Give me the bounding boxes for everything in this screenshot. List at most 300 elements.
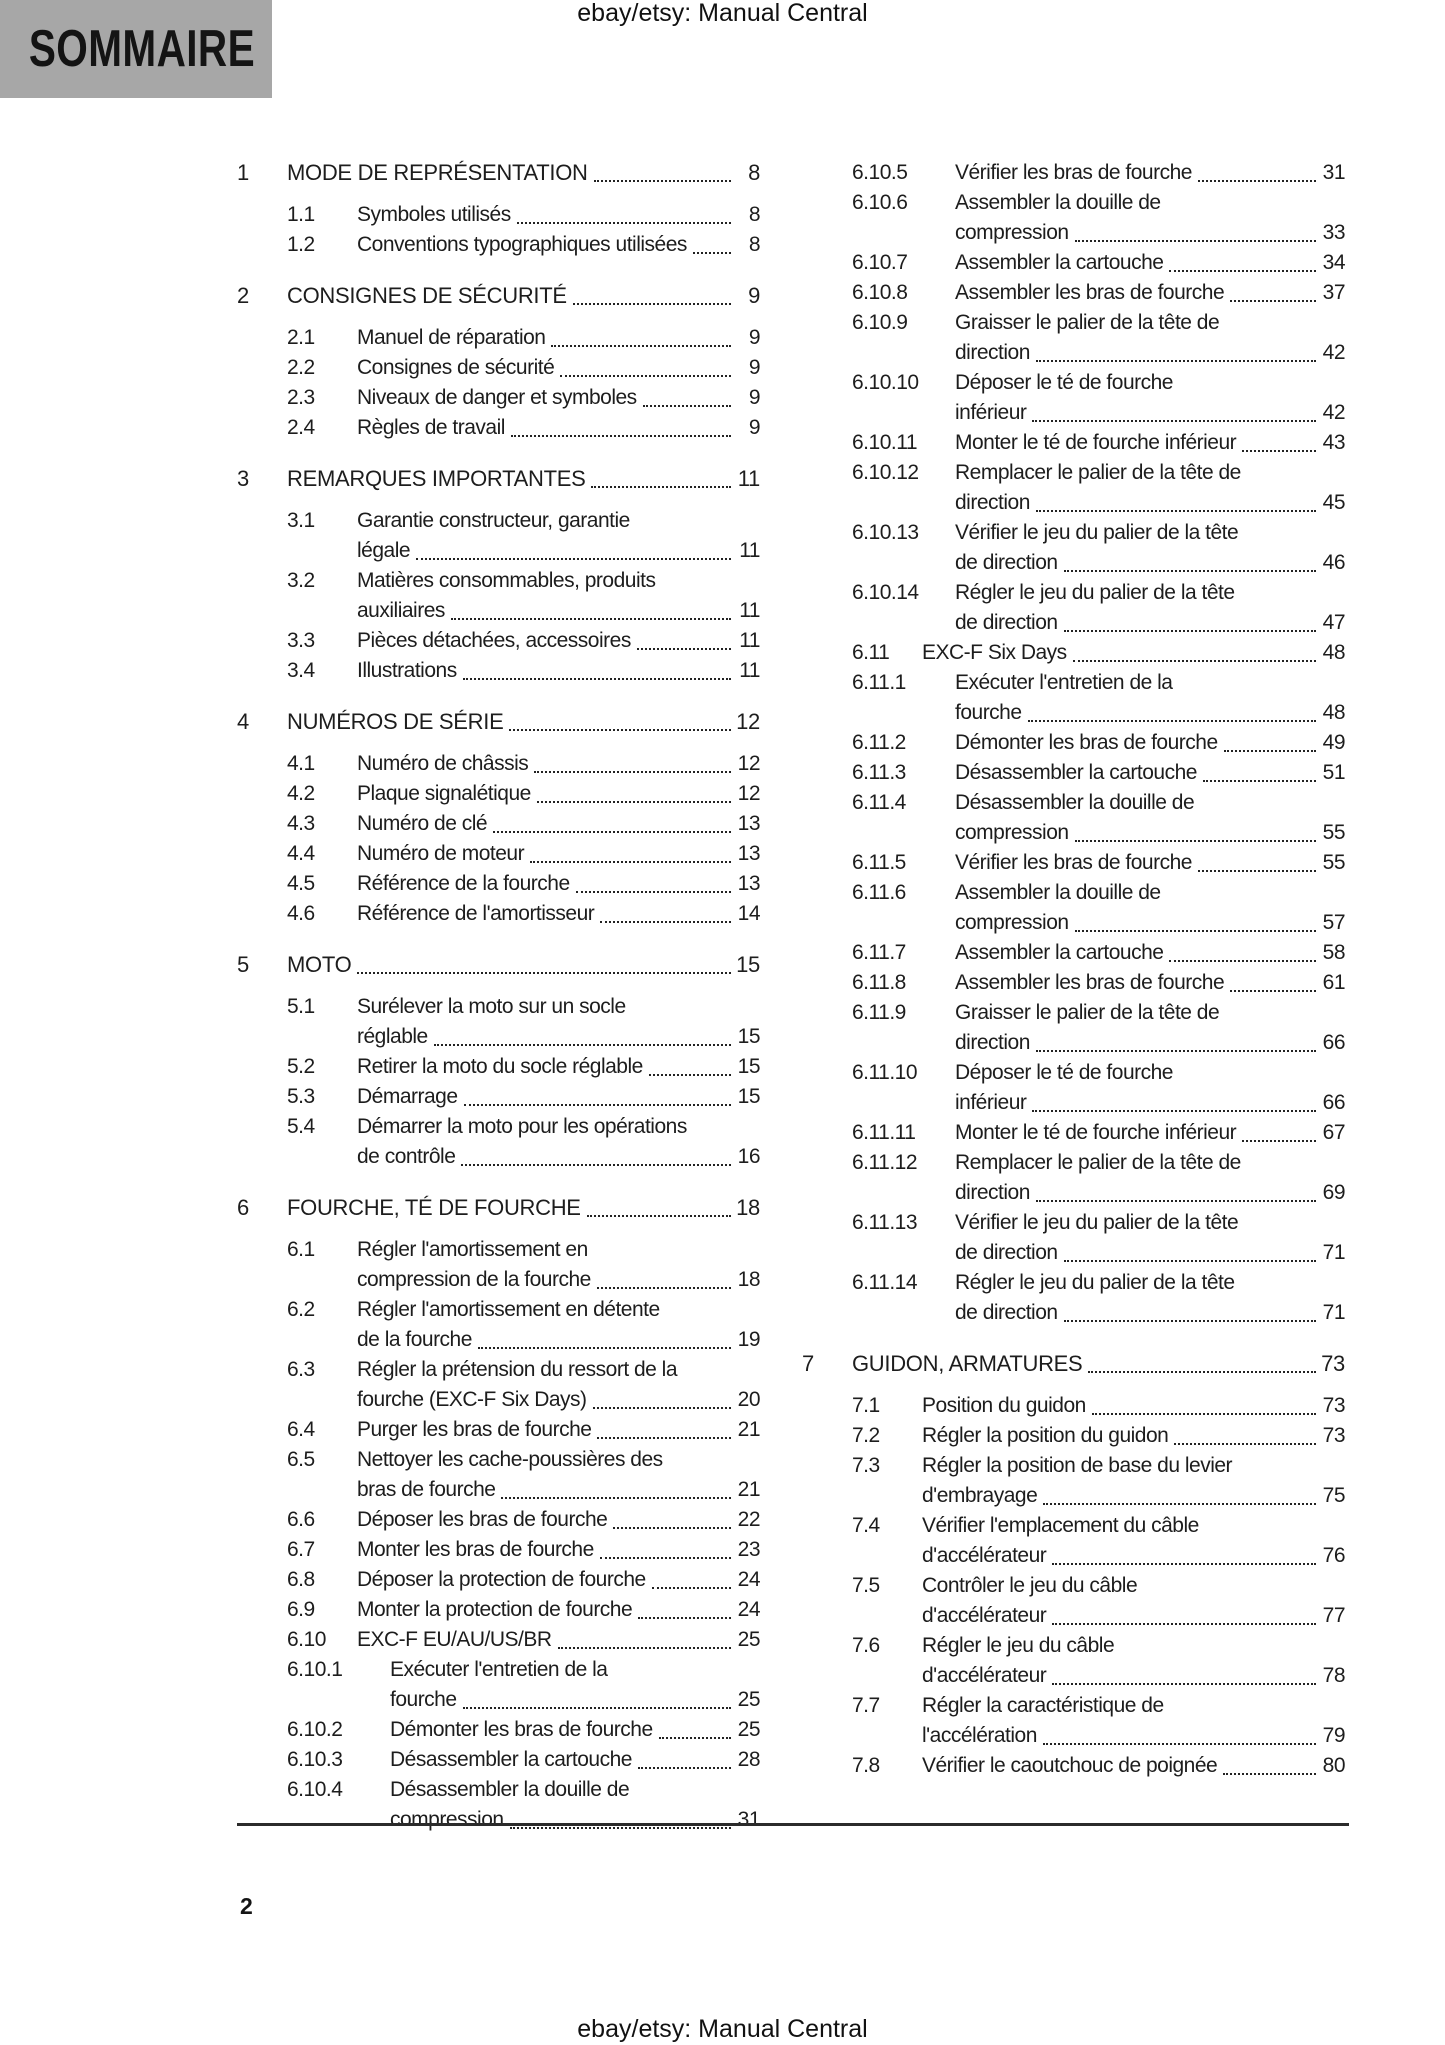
toc-page-number: 66 [1322,1091,1345,1114]
toc-entry-number: 6.10.14 [852,581,919,604]
dotted-leader [1230,278,1316,308]
footer-doc-title: ebay/etsy: Manual Central [577,2015,868,2043]
toc-entry-title [357,656,760,686]
toc-title-line-row [955,728,1345,758]
toc-entry-title [357,1052,760,1082]
toc-title-line-row [922,1601,1345,1631]
toc-title-line: GUIDON, ARMATURES [852,1351,1083,1376]
toc-entry-title [922,638,1345,668]
toc-title-line: de direction [955,551,1058,574]
toc-entry-number: 7.8 [852,1754,880,1777]
toc-title-line-row [955,1148,1345,1178]
toc-title-line-row [955,368,1345,398]
dotted-leader [463,1685,731,1715]
toc-entry [802,758,1345,788]
toc-title-line-row [955,848,1345,878]
dotted-leader [637,626,731,656]
toc-title-line: Régler la caractéristique de [922,1694,1164,1717]
toc-entry-number: 6.11.6 [852,881,906,904]
toc-entry [237,323,760,353]
toc-page-number: 21 [737,1478,760,1501]
toc-title-line: Vérifier les bras de fourche [955,851,1192,874]
toc-title-line-row [955,938,1345,968]
toc-title-line-row [955,308,1345,338]
toc-title-line-row [357,1505,760,1535]
toc-entry-title [357,1595,760,1625]
toc-title-line-row [357,596,760,626]
toc-entry-title [287,707,760,737]
toc-entry [802,1421,1345,1451]
toc-entry [802,1391,1345,1421]
toc-title-line: MODE DE REPRÉSENTATION [287,160,588,185]
toc-entry-number: 6.11 [852,641,890,664]
toc-entry-number: 6.8 [287,1568,315,1591]
toc-title-line: Régler l'amortissement en détente [357,1298,660,1321]
dotted-leader [1036,1178,1316,1208]
toc-entry-number: 2.2 [287,356,315,379]
toc-title-line: fourche [390,1688,457,1711]
toc-title-line: Monter le té de fourche inférieur [955,431,1237,454]
toc-title-line: Assembler la cartouche [955,941,1164,964]
toc-title-line: compression [955,221,1069,244]
toc-entry-number: 5 [237,952,249,977]
toc-title-line: Assembler les bras de fourche [955,281,1225,304]
toc-title-line-row [955,158,1345,188]
toc-entry-number: 7.2 [852,1424,880,1447]
toc-entry-title [357,230,760,260]
toc-title-line-row [390,1715,760,1745]
toc-title-line: Exécuter l'entretien de la [955,671,1173,694]
toc-page-number: 28 [737,1748,760,1771]
header-doc-title: ebay/etsy: Manual Central [577,0,868,27]
toc-entry-number: 6 [237,1195,249,1220]
toc-entry-title [357,1445,760,1505]
toc-entry-number: 4.5 [287,872,315,895]
toc-entry [237,158,760,188]
toc-entry-number: 7.3 [852,1454,880,1477]
toc-entry-number: 2.3 [287,386,315,409]
toc-title-line: Désassembler la cartouche [390,1748,632,1771]
toc-title-line: direction [955,1181,1030,1204]
toc-entry-number: 6.11.14 [852,1271,918,1294]
toc-title-line-row [955,188,1345,218]
toc-title-line-row [357,1385,760,1415]
toc-entry-title [955,1208,1345,1268]
toc-entry-number: 4 [237,709,249,734]
toc-page-number: 51 [1322,761,1345,784]
toc-page-number: 31 [737,1808,760,1831]
toc-title-line: Vérifier les bras de fourche [955,161,1192,184]
dotted-leader [1169,938,1316,968]
toc-title-line-row [922,1421,1345,1451]
toc-entry [237,1235,760,1295]
toc-title-line-row [955,668,1345,698]
dotted-leader [537,779,731,809]
toc-entry [802,668,1345,728]
toc-page-number: 16 [737,1145,760,1168]
toc-title-line-row [955,1238,1345,1268]
toc-title-line: légale [357,539,411,562]
dotted-leader [478,1325,731,1355]
dotted-leader [510,1805,731,1835]
toc-entry [802,368,1345,428]
toc-entry-number: 1.1 [287,203,315,226]
toc-title-line-row [357,626,760,656]
toc-title-line-row [357,1445,760,1475]
toc-title-line-row [955,818,1345,848]
toc-entry-title [955,578,1345,638]
toc-entry [802,428,1345,458]
toc-entry-title [390,1775,760,1835]
toc-title-line-row [922,1751,1345,1781]
toc-entry [802,458,1345,518]
toc-page-number: 42 [1322,341,1345,364]
toc-title-line: Monter le té de fourche inférieur [955,1121,1237,1144]
toc-page-number: 11 [739,599,760,622]
toc-entry-title [357,749,760,779]
toc-title-line: inférieur [955,401,1027,424]
toc-title-line-row [357,1295,760,1325]
toc-page-number: 48 [1322,701,1345,724]
toc-title-line: EXC-F Six Days [922,641,1067,664]
toc-entry-number: 7.5 [852,1574,880,1597]
dotted-leader [558,1625,731,1655]
toc-title-line: de contrôle [357,1145,456,1168]
toc-entry-title [922,1391,1345,1421]
toc-title-line-row [955,968,1345,998]
toc-page-number: 77 [1322,1604,1345,1627]
toc-entry-number: 2 [237,283,249,308]
toc-title-line-row [357,323,760,353]
toc-title-line-row [922,1661,1345,1691]
toc-title-line-row [955,1088,1345,1118]
toc-title-line: de direction [955,1301,1058,1324]
toc-column-left [237,158,760,1835]
toc-entry [802,1349,1345,1379]
dotted-leader [1230,968,1316,998]
dotted-leader [1075,218,1316,248]
toc-title-line: Règles de travail [357,416,505,439]
toc-entry [237,230,760,260]
dotted-leader [1052,1661,1316,1691]
toc-entry-title [955,968,1345,998]
toc-title-line: fourche (EXC-F Six Days) [357,1388,587,1411]
toc-page-number: 75 [1322,1484,1345,1507]
toc-entry-title [357,413,760,443]
toc-title-line: EXC-F EU/AU/US/BR [357,1628,552,1651]
toc-page-number: 37 [1322,281,1345,304]
toc-page-number: 12 [736,709,760,734]
toc-title-line-row [357,1112,760,1142]
toc-title-line-row [955,1118,1345,1148]
toc-page-number: 15 [737,1055,760,1078]
toc-entry-number: 6.11.13 [852,1211,918,1234]
toc-entry-title [955,1268,1345,1328]
toc-title-line-row [357,536,760,566]
toc-entry [237,992,760,1052]
toc-entry-number: 6.10.10 [852,371,919,394]
toc-title-line: inférieur [955,1091,1027,1114]
toc-entry [802,1118,1345,1148]
toc-entry-title [357,353,760,383]
dotted-leader [613,1505,731,1535]
toc-title-line: de la fourche [357,1328,472,1351]
toc-title-line-row [357,899,760,929]
dotted-leader [597,1415,731,1445]
toc-page-number: 19 [737,1328,760,1351]
toc-title-line-row [955,338,1345,368]
toc-title-line: direction [955,1031,1030,1054]
toc-title-line-row [922,1451,1345,1481]
toc-title-line-row [357,1535,760,1565]
toc-title-line-row [287,464,760,494]
toc-title-line: Illustrations [357,659,457,682]
toc-title-line: direction [955,491,1030,514]
toc-title-line: d'embrayage [922,1484,1038,1507]
toc-page-number: 24 [737,1568,760,1591]
toc-title-line-row [955,788,1345,818]
toc-entry [802,638,1345,668]
toc-page-number: 12 [737,782,760,805]
toc-title-line-row [922,1541,1345,1571]
toc-title-line: REMARQUES IMPORTANTES [287,466,586,491]
toc-entry-title [287,1193,760,1223]
toc-entry-number: 6.10.4 [287,1778,343,1801]
toc-title-line-row [287,1193,760,1223]
toc-page-number: 61 [1322,971,1345,994]
toc-page-number: 73 [1321,1351,1345,1376]
toc-entry-title [955,428,1345,458]
toc-entry [237,281,760,311]
dotted-leader [1028,698,1316,728]
toc-entry-number: 4.4 [287,842,315,865]
toc-entry-title [955,188,1345,248]
toc-entry-number: 6.11.3 [852,761,906,784]
toc-entry-title [357,1535,760,1565]
toc-entry [237,626,760,656]
toc-title-line: Démonter les bras de fourche [955,731,1218,754]
toc-entry-number: 6.10 [287,1628,326,1651]
dotted-leader [534,749,731,779]
toc-title-line-row [357,656,760,686]
toc-entry-title [922,1451,1345,1511]
toc-page-number: 18 [736,1195,760,1220]
dotted-leader [1064,1298,1316,1328]
dotted-leader [600,1535,731,1565]
toc-title-line-row [357,839,760,869]
toc-entry-title [955,998,1345,1058]
toc-title-line-row [955,1028,1345,1058]
toc-page-number: 25 [737,1718,760,1741]
toc-title-line-row [922,1631,1345,1661]
toc-page-number: 45 [1322,491,1345,514]
toc-page-number: 24 [737,1598,760,1621]
toc-title-line: Garantie constructeur, garantie [357,509,630,532]
toc-page-number: 80 [1322,1754,1345,1777]
toc-entry-number: 5.4 [287,1115,315,1138]
toc-title-line: Pièces détachées, accessoires [357,629,631,652]
toc-title-line: d'accélérateur [922,1544,1047,1567]
toc-title-line: Graisser le palier de la tête de [955,1001,1220,1024]
toc-title-line: Contrôler le jeu du câble [922,1574,1138,1597]
toc-title-line: compression [390,1808,504,1831]
toc-entry-title [357,323,760,353]
toc-title-line: bras de fourche [357,1478,496,1501]
toc-title-line-row [955,1298,1345,1328]
toc-entry-title [955,308,1345,368]
toc-page-number: 20 [737,1388,760,1411]
toc-title-line: Plaque signalétique [357,782,531,805]
folio-page-number: 2 [240,1893,253,1919]
dotted-leader [1052,1601,1316,1631]
dotted-leader [560,353,731,383]
toc-title-line: Régler la prétension du ressort de la [357,1358,678,1381]
toc-entry [237,1355,760,1415]
toc-entry [237,950,760,980]
dotted-leader [597,1265,731,1295]
toc-title-line-row [357,749,760,779]
toc-page-number: 25 [737,1688,760,1711]
dotted-leader [434,1022,731,1052]
toc-page-number: 48 [1322,641,1345,664]
toc-title-line: Vérifier le caoutchouc de poignée [922,1754,1218,1777]
dotted-leader [1036,488,1316,518]
toc-title-line: Surélever la moto sur un socle [357,995,626,1018]
dotted-leader [576,869,731,899]
toc-page-number: 9 [748,326,760,349]
toc-entry-title [357,839,760,869]
toc-title-line-row [357,230,760,260]
toc-title-line: Référence de la fourche [357,872,570,895]
toc-entry-title [357,1625,760,1655]
toc-entry-title [390,1715,760,1745]
toc-entry-number: 6.11.12 [852,1151,918,1174]
dotted-leader [591,464,731,494]
toc-title-line: Régler l'amortissement en [357,1238,588,1261]
toc-entry [237,1655,760,1715]
toc-title-line: Assembler la cartouche [955,251,1164,274]
toc-entry [802,1631,1345,1691]
dotted-leader [1064,1238,1316,1268]
toc-title-line-row [357,1325,760,1355]
dotted-leader [1032,398,1316,428]
toc-entry [802,938,1345,968]
toc-page-number: 73 [1322,1394,1345,1417]
toc-page-number: 76 [1322,1544,1345,1567]
toc-title-line-row [922,1391,1345,1421]
toc-entry-title [922,1691,1345,1751]
dotted-leader [1242,428,1316,458]
dotted-leader [451,596,731,626]
toc-title-line: MOTO [287,952,352,977]
toc-entry [237,656,760,686]
toc-title-line-row [357,506,760,536]
toc-title-line: Nettoyer les cache-poussières des [357,1448,663,1471]
toc-entry-number: 6.10.5 [852,161,908,184]
toc-title-line-row [955,458,1345,488]
toc-title-line: Matières consommables, produits [357,569,656,592]
toc-entry-number: 6.10.3 [287,1748,343,1771]
toc-entry-title [922,1751,1345,1781]
toc-title-line: Assembler la douille de [955,191,1161,214]
toc-title-line-row [955,248,1345,278]
toc-entry [237,413,760,443]
toc-entry-number: 6.11.2 [852,731,906,754]
toc-title-line-row [357,413,760,443]
toc-entry-number: 6.11.9 [852,1001,906,1024]
toc-entry-title [955,158,1345,188]
toc-title-line: Vérifier l'emplacement du câble [922,1514,1199,1537]
toc-title-line-row [852,1349,1345,1379]
toc-title-line-row [955,278,1345,308]
toc-entry-title [922,1571,1345,1631]
toc-title-line: Numéro de châssis [357,752,529,775]
dotted-leader [509,707,731,737]
toc-page-number: 18 [737,1268,760,1291]
toc-entry-number: 6.4 [287,1418,315,1441]
toc-title-line: Démonter les bras de fourche [390,1718,653,1741]
toc-entry-title [357,992,760,1052]
toc-entry-number: 3.2 [287,569,315,592]
dotted-leader [1043,1481,1316,1511]
dotted-leader [461,1142,731,1172]
toc-entry-title [922,1421,1345,1451]
toc-entry-title [955,758,1345,788]
toc-page-number: 55 [1322,821,1345,844]
toc-title-line: Régler la position de base du levier [922,1454,1233,1477]
toc-entry-number: 4.1 [287,752,315,775]
toc-page-number: 11 [737,466,760,491]
toc-title-line-row [955,608,1345,638]
dotted-leader [573,281,731,311]
dotted-leader [1043,1721,1316,1751]
toc-title-line: Retirer la moto du socle réglable [357,1055,643,1078]
dotted-leader [649,1052,731,1082]
toc-entry-title [390,1655,760,1715]
toc-title-line-row [357,1595,760,1625]
toc-title-line: Régler le jeu du câble [922,1634,1115,1657]
toc-page-number: 23 [737,1538,760,1561]
toc-title-line: Exécuter l'entretien de la [390,1658,608,1681]
toc-title-line: Régler le jeu du palier de la tête [955,1271,1235,1294]
toc-entry [802,158,1345,188]
toc-title-line: Référence de l'amortisseur [357,902,595,925]
toc-entry-number: 6.11.4 [852,791,906,814]
toc-title-line-row [357,1082,760,1112]
toc-entry [802,278,1345,308]
toc-entry-number: 4.3 [287,812,315,835]
dotted-leader [638,1595,731,1625]
toc-title-line-row [955,908,1345,938]
toc-entry [802,248,1345,278]
toc-entry-number: 6.10.13 [852,521,919,544]
toc-page-number: 11 [739,539,760,562]
toc-page-number: 66 [1322,1031,1345,1054]
toc-title-line: d'accélérateur [922,1604,1047,1627]
toc-title-line-row [357,1022,760,1052]
footer-rule [237,1823,1349,1826]
toc-title-line-row [390,1805,760,1835]
toc-title-line: FOURCHE, TÉ DE FOURCHE [287,1195,581,1220]
toc-entry [802,518,1345,578]
toc-entry [802,968,1345,998]
toc-title-line: Assembler les bras de fourche [955,971,1225,994]
dotted-leader [587,1193,731,1223]
toc-entry [802,1058,1345,1118]
dotted-leader [416,536,731,566]
toc-page-number: 49 [1322,731,1345,754]
toc-entry-title [955,878,1345,938]
